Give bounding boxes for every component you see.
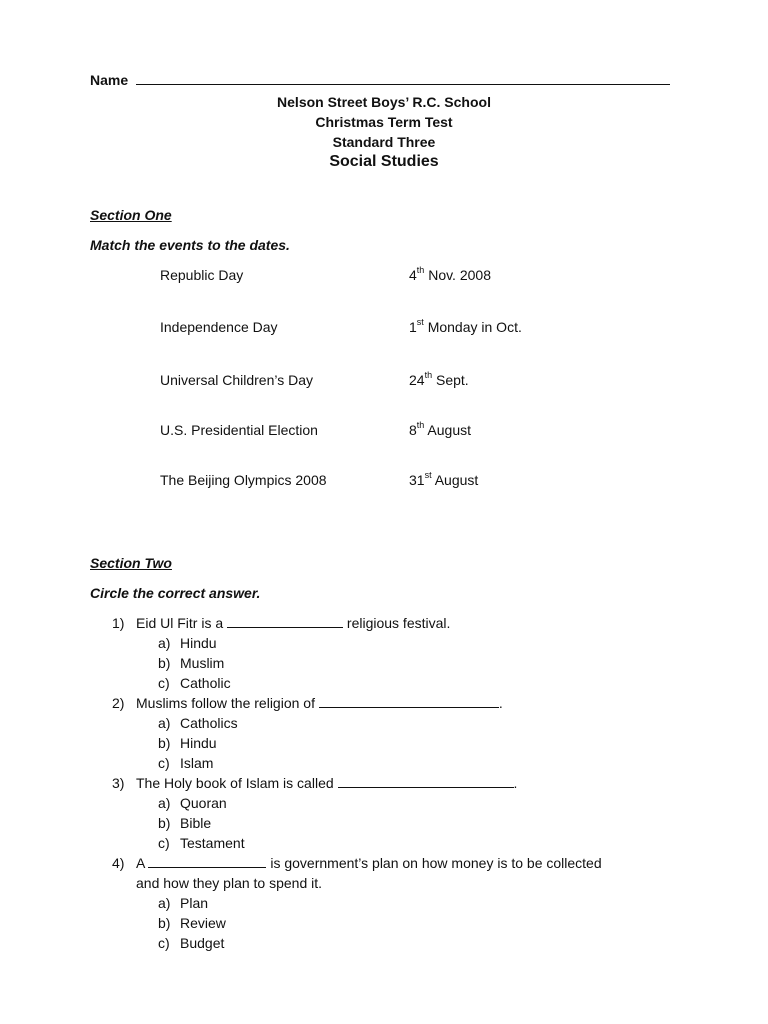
question-text-continued: and how they plan to spend it. — [136, 875, 323, 891]
option-item[interactable]: b) Review — [158, 915, 226, 931]
question-number: 3) — [112, 775, 125, 791]
question-4 — [112, 855, 602, 871]
option-item[interactable]: a) Hindu — [158, 635, 217, 651]
section-one-title: Section One — [90, 207, 172, 223]
question-text: Muslims follow the religion of — [136, 695, 315, 711]
option-item[interactable]: c) Catholic — [158, 675, 231, 691]
date-item: 4th Nov. 2008 — [409, 265, 491, 283]
section-two-title: Section Two — [90, 555, 172, 571]
question-text: . — [498, 695, 503, 711]
date-item: 31st August — [409, 470, 479, 488]
school-name: Nelson Street Boys’ R.C. School — [277, 94, 491, 110]
question-text: A — [136, 855, 145, 871]
section-one-instruction: Match the events to the dates. — [90, 237, 290, 253]
option-item[interactable]: c) Budget — [158, 935, 225, 951]
question-1 — [112, 615, 450, 631]
event-item: U.S. Presidential Election — [160, 422, 318, 438]
question-number: 1) — [112, 615, 125, 631]
name-label: Name — [90, 72, 129, 88]
event-item: Universal Children’s Day — [160, 372, 314, 388]
answer-blank[interactable] — [227, 615, 343, 628]
event-item: Independence Day — [160, 319, 278, 335]
question-number: 4) — [112, 855, 125, 871]
option-item[interactable]: c) Testament — [158, 835, 245, 851]
option-item[interactable]: a) Plan — [158, 895, 209, 911]
section-two-instruction: Circle the correct answer. — [90, 585, 261, 601]
question-number: 2) — [112, 695, 125, 711]
date-item: 8th August — [409, 420, 472, 438]
option-item[interactable]: b) Bible — [158, 815, 212, 831]
answer-blank[interactable] — [148, 855, 266, 868]
subject-title: Social Studies — [329, 153, 439, 170]
answer-blank[interactable] — [319, 695, 499, 708]
question-text: . — [513, 775, 518, 791]
name-line — [90, 72, 670, 88]
answer-blank[interactable] — [338, 775, 514, 788]
question-3 — [112, 775, 517, 791]
question-text: is government’s plan on how money is to be collected — [270, 855, 602, 871]
option-item[interactable]: b) Muslim — [158, 655, 225, 671]
name-blank[interactable] — [136, 72, 670, 85]
option-item[interactable]: c) Islam — [158, 755, 214, 771]
event-item: The Beijing Olympics 2008 — [160, 472, 327, 488]
date-item: 24th Sept. — [409, 370, 469, 388]
date-item: 1st Monday in Oct. — [409, 317, 522, 335]
event-item: Republic Day — [160, 267, 244, 283]
option-item[interactable]: b) Hindu — [158, 735, 217, 751]
standard-label: Standard Three — [332, 134, 436, 150]
option-item[interactable]: a) Catholics — [158, 715, 238, 731]
test-title: Christmas Term Test — [315, 114, 453, 130]
question-text: religious festival. — [346, 615, 451, 631]
option-item[interactable]: a) Quoran — [158, 795, 227, 811]
question-text: The Holy book of Islam is called — [136, 775, 334, 791]
question-2 — [112, 695, 503, 711]
question-text: Eid Ul Fitr is a — [136, 615, 224, 631]
